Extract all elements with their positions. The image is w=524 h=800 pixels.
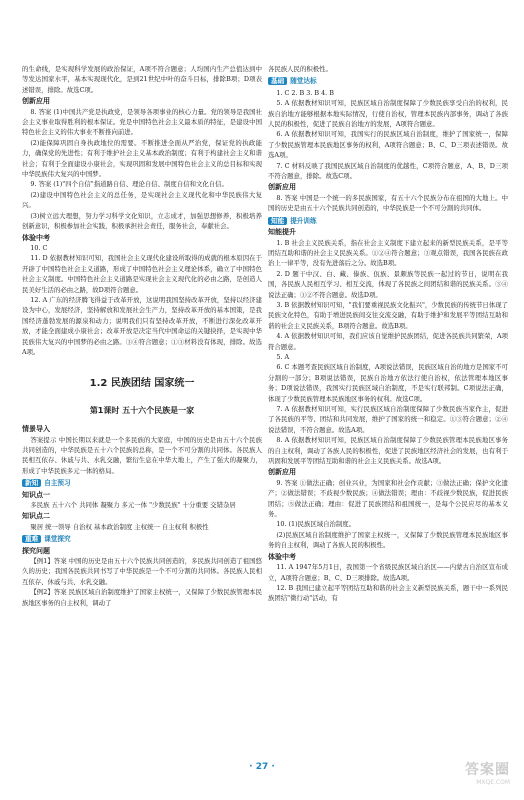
paragraph: 6. A 依据教材知识可知，我国实行的民族区域自治制度，维护了国家统一，保障了少数民族管理本民族地区事务的权利，A项符合题意；B、C、D三项表述错误。故选A项。 (268, 130, 508, 160)
paragraph: 10. C (30, 243, 48, 252)
lesson-title: 1.2 民族团结 国家统一 (89, 378, 195, 390)
paragraph: 11. A 1947年5月1日，我国第一个省级民族区域自治区——内蒙古自治区宣布成立，A项符合题意；B、C、D三项排除。故选A项。 (268, 563, 508, 582)
paragraph: 6. C 本题考查民族区域自治制度，A项说法错误，民族区域自治的地方是国家不可分割的一部分；B项说法错误，民族自治地方依法行使自治权，依法管理本地区事务；D项说法错误，我国实行民族区域自治制度，不是实行联邦制。C项说法正确，体现了少数民族管理本民族地区事务的权利。故选C项。 (268, 363, 508, 403)
paragraph: 7. C 材料反映了我国民族区域自治制度的优越性，C项符合题意，A、B、D三项不符合题意，排除。故选C项。 (268, 161, 508, 181)
right-column (268, 64, 508, 604)
subsection-heading: 创新应用 (268, 468, 296, 477)
paragraph: 12. A 广东的经济腾飞得益于改革开放，这说明我国坚持改革开放，坚持以经济建设为中心，发展经济，坚持解放和发展社会生产力，坚持改革开放的基本国策，是我国经济蓬勃发展的源泉和动力；说明我们只有坚持改革开放，不断进行深化改革开放，才能全面建成小康社会；改革开放是决定当代中国命运的关键抉择，是实现中华民族伟大复兴的中国梦的必由之路。③④符合题意；①③材料没有体现，排除。故选A项。 (22, 295, 262, 356)
watermark-title: 答案圈 (465, 762, 510, 778)
paragraph: 7. A 依据教材知识可知，实行民族区域自治制度保障了少数民族当家作主，促进了各民族的平等、团结和共同发展，维护了国家的统一和稳定。①③符合题意；②④说法错误，不符合题意。故选A项。 (268, 405, 508, 434)
paragraph: 8. 答案 (1)中国共产党是执政党，是领导各项事业的核心力量。党的领导是我国社会主义事业取得胜利的根本保证。党是中国特色社会主义最本质的特征，是建设中国特色社会主义的伟大事业不断推向前进。 (22, 107, 262, 137)
paragraph: 各民族人民的积极性。 (268, 65, 332, 73)
section-banner (268, 76, 508, 86)
subsection-heading: 探究问题 (22, 546, 50, 555)
section-tag: 重难 (22, 535, 41, 543)
paragraph: (2)建设中国特色社会主义的总任务，是实现社会主义现代化和中华民族伟大复兴。 (22, 190, 262, 210)
subsection-heading: 创新应用 (268, 183, 296, 192)
section-tag: 基础 (268, 77, 287, 85)
section-banner (268, 216, 508, 226)
section-label: 课堂探究 (44, 535, 71, 544)
paragraph: 【例2】答案 民族区域自治制度维护了国家主权统一，又保障了少数民族管理本民族地区事务的自主权利，调动了 (22, 588, 262, 607)
subsection-heading: 体验中考 (268, 552, 296, 561)
paragraph: 5. A (276, 352, 290, 361)
paragraph: 3. B 依据教材知识可知，"我们要重视民族文化振兴"，少数民族的传统节日体现了民族文化特色，有助于增进民族间交往交流交融，有助于维护和发展平等团结互助和谐的社会主义民族关系，B项符合题意。故选B项。 (268, 300, 508, 330)
section-label: 自主预习 (44, 479, 71, 488)
paragraph: 2. D 题干中汉、白、藏、傣族、佤族、景颇族等民族一起过的节日，说明在我国，各民族人民相互学习、相互交流，体现了各民族之间团结和谐的民族关系。③④说法正确；①②不符合题意。故选D项。 (268, 269, 508, 299)
section-label: 随堂达标 (290, 77, 317, 86)
section-label: 提升训练 (290, 216, 317, 225)
paragraph: (2)能保障巩固自身执政地位的需要。不断推进全面从严治党，保证党的执政能力，确保党的先进性；有利于维护社会主义基本政治制度；有利于构建社会主义和谐社会；有利于全面建设小康社会，实现巩固和发展中国特色社会主义的总目标和实现中华民族伟大复兴的中国梦。 (22, 138, 262, 179)
paragraph: 9. 答案 ①做法正确；创业兴业，为国家和社会作贡献；③做法正确；保护文化遗产；②做法错误；不歧视少数民族；④做法错误；理由：不歧视少数民族，促进民族团结；⑤做法正确；理由：促进了民族团结和祖国统一，是每个公民应尽的基本义务。 (268, 478, 508, 519)
watermark-sub: MXQE.COM (476, 779, 510, 786)
lesson-subtitle: 第1课时 五十六个民族是一家 (89, 405, 195, 415)
paragraph: 9. 答案 (1)"四个自信"指道路自信、理论自信、制度自信和文化自信。 (30, 180, 228, 189)
left-column (22, 64, 262, 608)
paragraph: (2)民族区域自治制度维护了国家主权统一，又保障了少数民族管理本民族地区事务的自主权利，调动了各族人民的积极性。 (268, 530, 508, 550)
paragraph: 答案提示 中国长期以来就是一个多民族的大家庭，中国的历史是由五十六个民族共同创造的，中华民族是五十六个民族的总称，是一个不可分割的共同体。各民族人民相互依存、休戚与共、水乳交融，繁衍生息在中华大地上，产生了强大的凝聚力，形成了中华民族多元一体的格局。 (22, 435, 262, 475)
watermark (465, 759, 510, 786)
paragraph: (3)树立远大理想，努力学习科学文化知识，立志成才，加强思想修养，积极培养创新意识，积极参加社会实践，积极承担社会责任，服务社会，奉献社会。 (22, 211, 262, 231)
paragraph: 多民族 五十六个 共同体 凝聚力 多元一体 "少数民族" 十分重要 交错杂居 (30, 501, 236, 510)
paragraph: 11. D 依据教材知识可知，我国社会主义现代化建设所取得的成就的根本原因在于开辟了中国特色社会主义道路，形成了中国特色社会主义理论体系，确立了中国特色社会主义制度。中国特色社会主义道路是实现社会主义现代化的必由之路，是创造人民美好生活的必由之路，故D项符合题意。 (22, 254, 262, 294)
subsection-heading: 体验中考 (22, 233, 50, 242)
paragraph: 8. A 依据教材知识可知，民族区域自治制度保障了少数民族管理本民族地区事务的自主权利，调动了各族人民的积极性，促进了民族地区经济社会的发展，也有利于巩固和发展平等团结互助和谐的社会主义民族关系。故选A项。 (268, 436, 508, 466)
page-number: · 27 · (249, 762, 275, 772)
section-tag: 新知 (22, 479, 41, 487)
subsection-heading: 情景导入 (22, 425, 50, 434)
paragraph: 【例1】答案 中国的历史是由五十六个民族共同创造的，多民族共同创造了祖国悠久的历史；我国各民族共同书写了中华民族是一个不可分割的共同体。各民族人民相互依存、休戚与共、水乳交融。 (22, 557, 262, 586)
paragraph: 12. B 我国已建立起平等团结互助和谐的社会主义新型民族关系，题干中一系列民族团结"微行动"活动，有 (268, 583, 508, 603)
subsection-heading: 知识点二 (22, 512, 50, 521)
paragraph: 8. 答案 中国是一个统一的多民族国家，有五十六个民族分布在祖国的大地上。中国的历史是由五十六个民族共同创造的，中华民族是一个不可分割的共同体。 (268, 193, 508, 213)
paragraph: 的生命线，是实现科学发展的政治保证，A项不符合题意；人均国内生产总值达到中等发达国家水平，基本实现现代化，是到21世纪中叶的奋斗目标，排除B项；D项表述错误，排除。故选C项。 (22, 65, 262, 94)
subsection-heading: 知能提升 (268, 228, 296, 237)
paragraph: 1. C 2. B 3. B 4. B (276, 88, 334, 97)
section-tag: 知能 (268, 217, 287, 225)
paragraph: 10. (1)民族区域自治制度。 (276, 520, 356, 529)
section-banner (22, 534, 262, 544)
subsection-heading: 创新应用 (22, 97, 50, 106)
paragraph: 1. B 社会主义民族关系，指在社会主义制度下建立起来的新型民族关系，是平等团结互助和谐的社会主义民族关系。①②④符合题意；③观点错误，我国各民族在政治上一律平等，没有先进落后之分。故选B项。 (268, 238, 508, 268)
paragraph: 聚居 统一领导 自治权 基本政治制度 主权统一 自主权利 积极性 (30, 522, 209, 531)
section-banner (22, 478, 262, 488)
paragraph: 5. A 依据教材知识可知，民族区域自治制度保障了少数民族享受自治的权利，民族自治地方能够根据本地实际情况，行使自治权，管理本民族内部事务，调动了各族人民的积极性，促进了民族自治地方的发展，A项符合题意。 (268, 99, 508, 129)
subsection-heading: 知识点一 (22, 490, 50, 499)
paragraph: 4. A 依据教材知识可知，我们应该自觉维护民族团结，促进各民族共同繁荣，A项符合题意。 (268, 332, 508, 351)
